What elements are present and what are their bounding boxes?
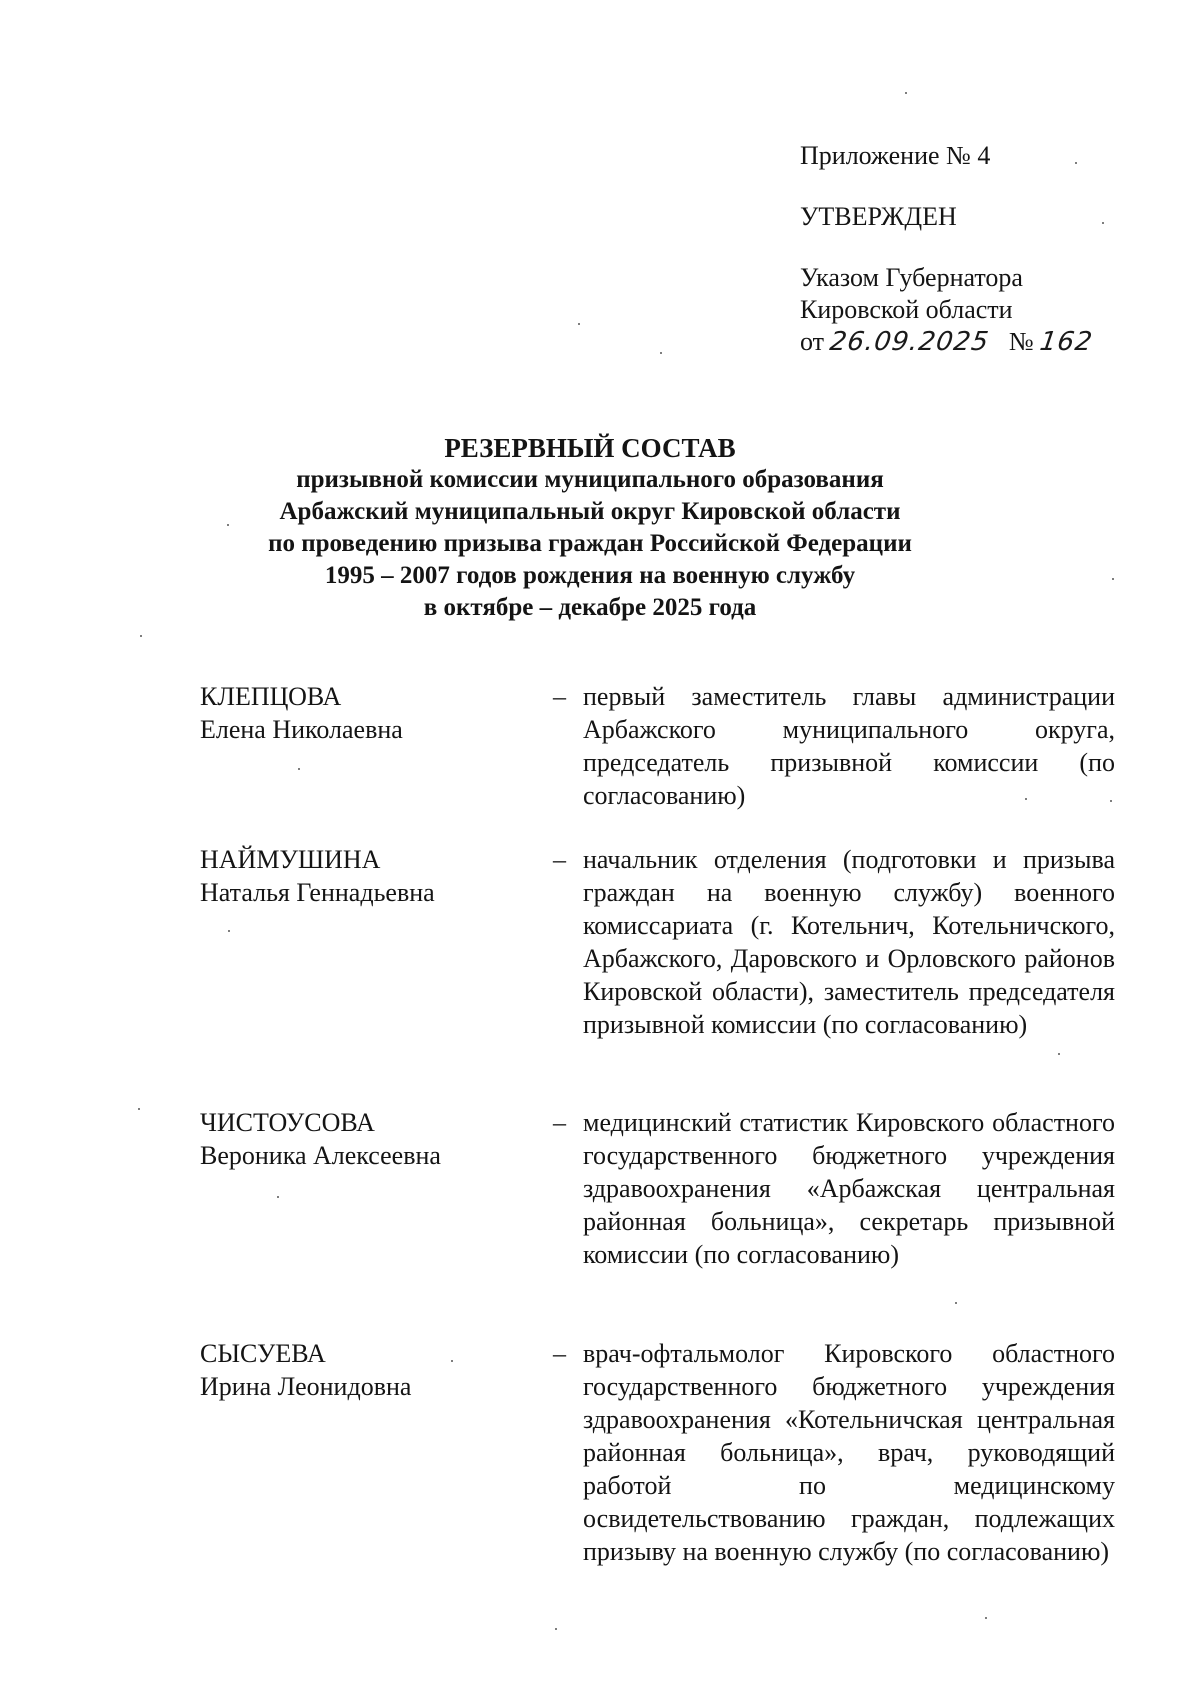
scan-speck bbox=[298, 768, 300, 770]
scan-speck bbox=[905, 92, 907, 94]
member-name bbox=[200, 1106, 540, 1172]
scan-speck bbox=[140, 635, 142, 637]
member-dash: – bbox=[553, 1339, 566, 1368]
member-role: медицинский статистик Кировского областного государственного бюджетного учреждения здравоохранения «Арбажская центральная районная больница», секретарь призывной комиссии (по согласованию) bbox=[583, 1108, 1115, 1269]
scan-speck bbox=[985, 1617, 987, 1619]
member-given-name: Наталья Геннадьевна bbox=[200, 878, 435, 907]
scan-speck bbox=[1075, 162, 1077, 164]
member-role: первый заместитель главы администрации Арбажского муниципального округа, председатель призывной комиссии (по согласованию) bbox=[583, 682, 1115, 810]
title-line-2: призывной комиссии муниципального образования bbox=[296, 466, 884, 493]
approved-stamp-text: УТВЕРЖДЕН bbox=[800, 202, 957, 231]
member-surname: СЫСУЕВА bbox=[200, 1339, 326, 1368]
member-given-name: Ирина Леонидовна bbox=[200, 1372, 412, 1401]
scan-speck bbox=[227, 524, 229, 526]
scan-speck bbox=[277, 1196, 279, 1198]
member-surname: НАЙМУШИНА bbox=[200, 845, 381, 874]
scan-speck bbox=[451, 1360, 453, 1362]
member-surname: КЛЕПЦОВА bbox=[200, 682, 342, 711]
scan-speck bbox=[1112, 578, 1114, 580]
decree-line-2: Кировской области bbox=[800, 295, 1013, 324]
scan-speck bbox=[228, 930, 230, 932]
title-line-1: РЕЗЕРВНЫЙ СОСТАВ bbox=[444, 433, 736, 463]
number-prefix: № bbox=[1008, 327, 1034, 356]
title-line-3: Арбажский муниципальный округ Кировской области bbox=[279, 498, 901, 525]
member-role: врач-офтальмолог Кировского областного государственного бюджетного учреждения здравоохранения «Котельничская центральная районная больница», врач, руководящий работой по медицинскому освидетельствованию граждан, подлежащих призыву на военную службу (по согласованию) bbox=[583, 1339, 1115, 1566]
date-prefix: от bbox=[800, 327, 825, 356]
title-line-6: в октябре – декабре 2025 года bbox=[423, 594, 757, 621]
member-dash: – bbox=[553, 845, 566, 874]
member-name bbox=[200, 1337, 540, 1403]
member-role: начальник отделения (подготовки и призыва граждан на военную службу) военного комиссариата (г. Котельнич, Котельничского, Арбажского, Даровского и Орловского районов Кировской области), заместитель председателя призывной комиссии (по согласованию) bbox=[583, 845, 1115, 1039]
scan-speck bbox=[955, 1302, 957, 1304]
scan-speck bbox=[555, 1628, 557, 1630]
scan-speck bbox=[578, 323, 580, 325]
scan-speck bbox=[1102, 222, 1104, 224]
handwritten-date: 26.09.2025 bbox=[827, 327, 992, 357]
member-dash: – bbox=[553, 682, 566, 711]
scan-speck bbox=[138, 1108, 140, 1110]
title-line-5: 1995 – 2007 годов рождения на военную службу bbox=[324, 562, 856, 589]
member-name bbox=[200, 680, 540, 746]
member-name bbox=[200, 843, 540, 909]
scan-speck bbox=[1058, 1053, 1060, 1055]
scan-speck bbox=[660, 352, 662, 354]
scan-speck bbox=[1110, 800, 1112, 802]
member-surname: ЧИСТОУСОВА bbox=[200, 1108, 375, 1137]
approval-block bbox=[800, 140, 1095, 358]
document-title bbox=[200, 432, 980, 624]
decree-line-1: Указом Губернатора bbox=[800, 263, 1023, 292]
member-given-name: Вероника Алексеевна bbox=[200, 1141, 441, 1170]
handwritten-number: 162 bbox=[1037, 327, 1095, 357]
title-line-4: по проведению призыва граждан Российской Федерации bbox=[268, 530, 912, 557]
scan-speck bbox=[1025, 798, 1027, 800]
decree-date-line bbox=[800, 326, 1095, 358]
member-given-name: Елена Николаевна bbox=[200, 715, 403, 744]
member-dash: – bbox=[553, 1108, 566, 1137]
appendix-number: Приложение № 4 bbox=[800, 141, 991, 170]
